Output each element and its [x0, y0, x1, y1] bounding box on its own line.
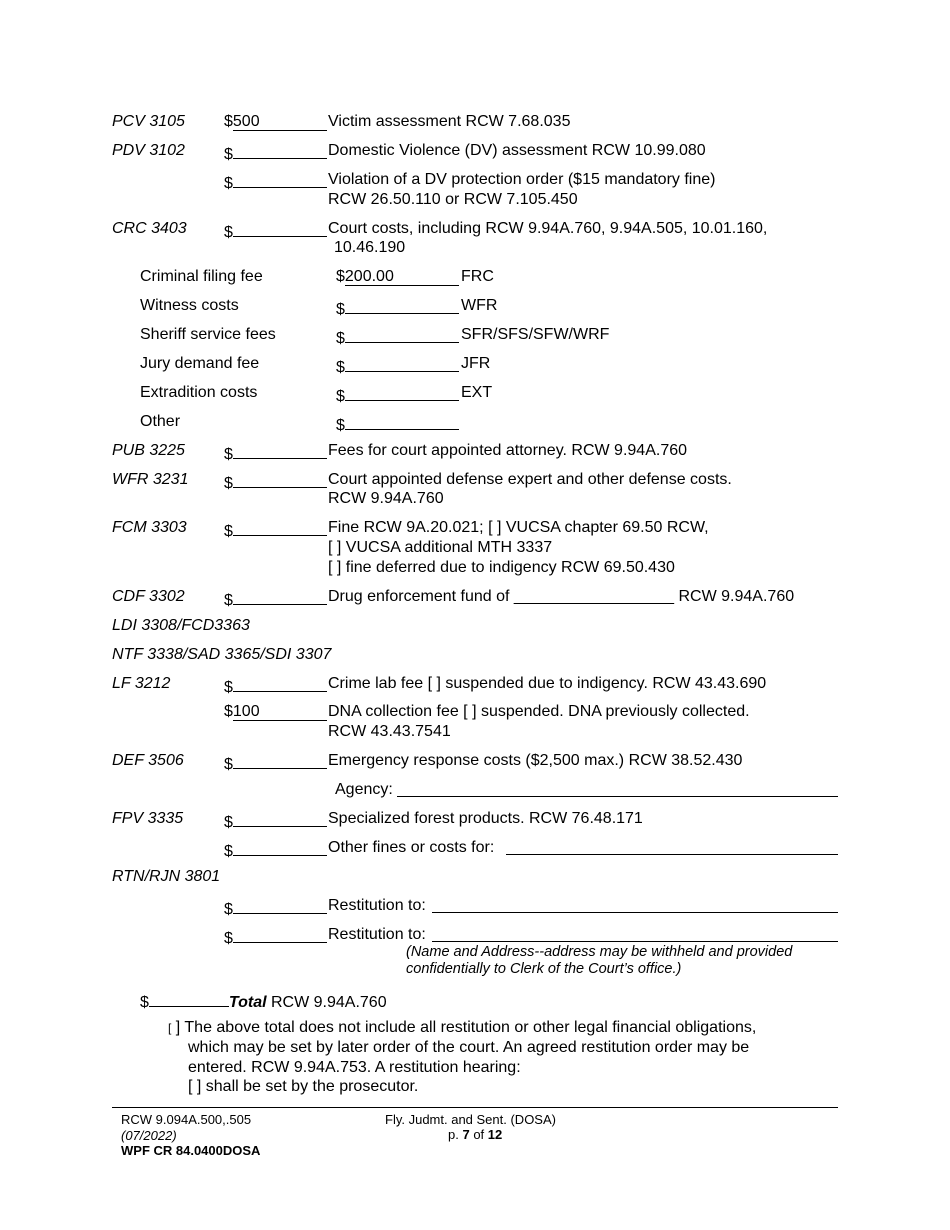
- amount-wfr: $: [224, 470, 327, 494]
- amount-pub: $: [224, 441, 327, 465]
- desc-wfr-2: RCW 9.94A.760: [328, 490, 444, 507]
- amount-fpv: $: [224, 809, 327, 833]
- desc-crc-1: Court costs, including RCW 9.94A.760, 9.94A.505, 10.01.160,: [328, 220, 768, 237]
- checkbox-para-line-1: [ ] The above total does not include all restitution or other legal financial obligations,: [168, 1019, 757, 1036]
- amount-lf: $: [224, 674, 327, 698]
- subcost-amount: $: [336, 296, 459, 320]
- desc-fcm-2[interactable]: [ ] VUCSA additional MTH 3337: [328, 539, 553, 556]
- amount-dna-value[interactable]: 100: [233, 703, 327, 721]
- subcost-label: Sheriff service fees: [140, 326, 276, 343]
- desc-crc-2: 10.46.190: [334, 239, 406, 256]
- code-fcm: FCM 3303: [112, 519, 187, 536]
- code-def: DEF 3506: [112, 752, 184, 769]
- amount-pcv-value[interactable]: 500: [233, 113, 327, 131]
- subcost-amount-value[interactable]: [345, 383, 459, 401]
- amount-restitution-1-field[interactable]: [233, 896, 327, 914]
- subcost-code: EXT: [461, 384, 493, 401]
- footer-title: Fly. Judmt. and Sent. (DOSA): [385, 1112, 556, 1127]
- amount-fcm-field[interactable]: [233, 518, 327, 536]
- amount-fpv-field[interactable]: [233, 809, 327, 827]
- amount-cdf: $: [224, 587, 327, 611]
- subcost-amount: $: [336, 383, 459, 407]
- code-cdf: CDF 3302: [112, 588, 185, 605]
- restitution-label-1: Restitution to:: [328, 897, 426, 914]
- desc-lf: Crime lab fee [ ] suspended due to indigency. RCW 43.43.690: [328, 675, 767, 692]
- subcost-code: JFR: [461, 355, 491, 372]
- checkbox-bracket[interactable]: [: [168, 1021, 172, 1035]
- desc-dvpo-2: RCW 26.50.110 or RCW 7.105.450: [328, 191, 578, 208]
- desc-def: Emergency response costs ($2,500 max.) RCW 38.52.430: [328, 752, 743, 769]
- total-row: $ Total RCW 9.94A.760: [140, 989, 387, 1013]
- restitution-note-1: (Name and Address--address may be withheld and provided: [406, 944, 793, 960]
- restitution-to-field-1[interactable]: [432, 912, 838, 913]
- code-rtn: RTN/RJN 3801: [112, 868, 221, 885]
- subcost-label: Jury demand fee: [140, 355, 260, 372]
- amount-dna: $100: [224, 702, 327, 722]
- subcost-amount-value[interactable]: [345, 296, 459, 314]
- amount-fcm: $: [224, 518, 327, 542]
- amount-other-fines: $: [224, 838, 327, 862]
- desc-pub: Fees for court appointed attorney. RCW 9.94A.760: [328, 442, 688, 459]
- amount-pdv-field[interactable]: [233, 141, 327, 159]
- restitution-to-field-2[interactable]: [432, 941, 838, 942]
- amount-pdv: $: [224, 141, 327, 165]
- subcost-amount: $: [336, 325, 459, 349]
- amount-cdf-field[interactable]: [233, 587, 327, 605]
- desc-other-fines: Other fines or costs for:: [328, 839, 495, 856]
- subcost-code: SFR/SFS/SFW/WRF: [461, 326, 610, 343]
- subcost-label: Extradition costs: [140, 384, 258, 401]
- restitution-note-2: confidentially to Clerk of the Court’s office.): [406, 961, 682, 977]
- subcost-code: WFR: [461, 297, 498, 314]
- amount-crc-field[interactable]: [233, 219, 327, 237]
- total-rcw: RCW 9.94A.760: [266, 994, 387, 1011]
- amount-pub-field[interactable]: [233, 441, 327, 459]
- footer-form-number: WPF CR 84.0400DOSA: [121, 1143, 261, 1158]
- desc-pcv: Victim assessment RCW 7.68.035: [328, 113, 571, 130]
- subcost-label: Witness costs: [140, 297, 239, 314]
- desc-fcm-3[interactable]: [ ] fine deferred due to indigency RCW 69.50.430: [328, 559, 675, 576]
- amount-lf-field[interactable]: [233, 674, 327, 692]
- amount-def: $: [224, 751, 327, 775]
- code-pdv: PDV 3102: [112, 142, 185, 159]
- code-ldi: LDI 3308/FCD3363: [112, 617, 250, 634]
- code-wfr: WFR 3231: [112, 471, 189, 488]
- subcost-amount: $200.00: [336, 267, 459, 287]
- agency-field[interactable]: [397, 796, 838, 797]
- code-fpv: FPV 3335: [112, 810, 184, 827]
- desc-fpv: Specialized forest products. RCW 76.48.171: [328, 810, 643, 827]
- code-lf: LF 3212: [112, 675, 171, 692]
- desc-dna-1: DNA collection fee [ ] suspended. DNA previously collected.: [328, 703, 750, 720]
- subcost-code: FRC: [461, 268, 494, 285]
- amount-other-fines-field[interactable]: [233, 838, 327, 856]
- subcost-amount-value[interactable]: 200.00: [345, 268, 459, 286]
- footer-date: (07/2022): [121, 1128, 177, 1143]
- agency-label: Agency:: [335, 781, 393, 798]
- amount-restitution-2-field[interactable]: [233, 925, 327, 943]
- amount-dvpo-field[interactable]: [233, 170, 327, 188]
- code-pcv: PCV 3105: [112, 113, 185, 130]
- amount-dvpo: $: [224, 170, 327, 194]
- amount-pcv: $500: [224, 112, 327, 132]
- subcost-amount: $: [336, 412, 459, 436]
- subcost-label: Other: [140, 413, 181, 430]
- desc-pdv: Domestic Violence (DV) assessment RCW 10.99.080: [328, 142, 706, 159]
- subcost-amount-value[interactable]: [345, 412, 459, 430]
- desc-wfr-1: Court appointed defense expert and other defense costs.: [328, 471, 732, 488]
- restitution-label-2: Restitution to:: [328, 926, 426, 943]
- footer-divider: [112, 1107, 838, 1108]
- footer-rcw: RCW 9.094A.500,.505: [121, 1112, 252, 1127]
- amount-def-field[interactable]: [233, 751, 327, 769]
- desc-dna-2: RCW 43.43.7541: [328, 723, 451, 740]
- total-amount-field[interactable]: [149, 989, 229, 1007]
- amount-restitution-1: $: [224, 896, 327, 920]
- code-ntf: NTF 3338/SAD 3365/SDI 3307: [112, 646, 332, 663]
- desc-fcm-1[interactable]: Fine RCW 9A.20.021; [ ] VUCSA chapter 69.50 RCW,: [328, 519, 709, 536]
- subcost-amount-value[interactable]: [345, 325, 459, 343]
- footer-page-number: p. 7 of 12: [448, 1127, 503, 1142]
- checkbox-para-line-2: which may be set by later order of the court. An agreed restitution order may be: [188, 1039, 750, 1056]
- amount-wfr-field[interactable]: [233, 470, 327, 488]
- code-crc: CRC 3403: [112, 220, 187, 237]
- amount-restitution-2: $: [224, 925, 327, 949]
- desc-cdf: Drug enforcement fund of __________________ RCW 9.94A.760: [328, 588, 795, 605]
- code-pub: PUB 3225: [112, 442, 185, 459]
- checkbox-para-line-3: entered. RCW 9.94A.753. A restitution hearing:: [188, 1059, 521, 1076]
- subcost-amount: $: [336, 354, 459, 378]
- subcost-amount-value[interactable]: [345, 354, 459, 372]
- amount-crc: $: [224, 219, 327, 243]
- subcost-label: Criminal filing fee: [140, 268, 263, 285]
- other-fines-field[interactable]: [506, 854, 838, 855]
- checkbox-para-line-4[interactable]: [ ] shall be set by the prosecutor.: [188, 1078, 419, 1095]
- total-label: Total: [228, 994, 267, 1011]
- desc-dvpo-1: Violation of a DV protection order ($15 mandatory fine): [328, 171, 716, 188]
